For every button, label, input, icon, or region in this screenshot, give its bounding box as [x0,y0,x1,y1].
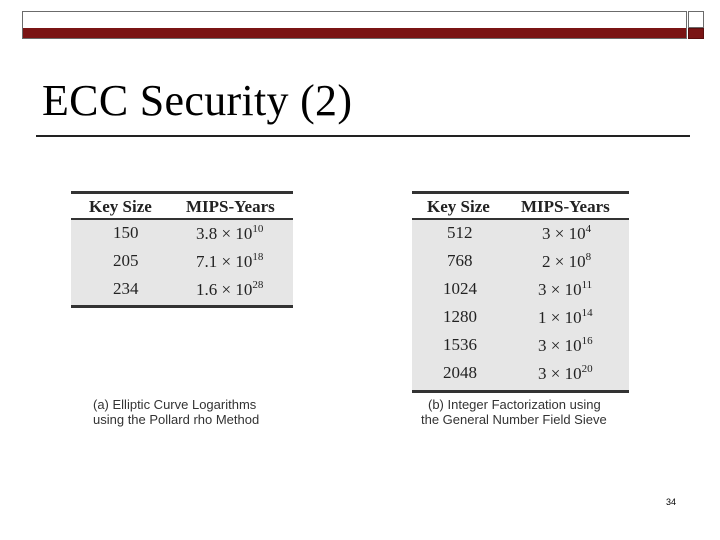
caption-a-line-1: (a) Elliptic Curve Logarithms [93,397,257,412]
top-decoration-bar [22,11,687,40]
mips-base: 3 × 10 [538,336,582,355]
table-row [412,248,629,276]
mips-base: 3 × 10 [538,280,582,299]
mips-years-cell [542,223,591,244]
mips-years-cell [538,307,593,328]
top-bar-stripe [23,28,686,38]
table-elliptic-curve [71,191,293,308]
header-mips-years: MIPS-Years [186,197,275,216]
table-row [71,248,293,276]
header-key-size: Key Size [427,197,490,216]
table-bottom-rule [412,390,629,393]
table-header [71,191,293,220]
mips-years-cell [196,223,263,244]
mips-years-cell [538,363,593,384]
caption-b-line-1: (b) Integer Factorization using [428,397,601,412]
caption-a [93,397,259,427]
mips-exponent: 16 [581,335,593,347]
table-body [71,220,293,305]
slide-title: ECC Security (2) [42,76,353,125]
table-row [71,276,293,304]
mips-exponent: 4 [585,223,592,235]
corner-square-light [688,11,704,28]
key-size-cell: 1024 [443,279,477,298]
mips-years-cell [542,251,591,272]
mips-base: 1 × 10 [538,308,582,327]
key-size-cell: 512 [447,223,473,242]
mips-exponent: 28 [252,279,264,291]
table-row [412,276,629,304]
key-size-cell: 768 [447,251,473,270]
key-size-cell: 205 [113,251,139,270]
mips-exponent: 10 [252,223,264,235]
key-size-cell: 1536 [443,335,477,354]
table-row [71,220,293,248]
table-body [412,220,629,390]
table-row [412,220,629,248]
caption-b [421,397,607,427]
corner-square-dark [688,28,704,39]
table-bottom-rule [71,305,293,308]
header-mips-years: MIPS-Years [521,197,610,216]
table-header [412,191,629,220]
key-size-cell: 2048 [443,363,477,382]
table-integer-factorization [412,191,629,395]
mips-years-cell [196,251,263,272]
header-key-size: Key Size [89,197,152,216]
title-underline [36,135,690,137]
caption-a-line-2: using the Pollard rho Method [93,412,260,427]
table-row [412,332,629,360]
mips-base: 2 × 10 [542,252,586,271]
mips-base: 3.8 × 10 [196,224,253,243]
mips-base: 3 × 10 [538,364,582,383]
mips-exponent: 20 [581,363,593,375]
mips-years-cell [538,279,592,300]
mips-exponent: 11 [581,279,593,291]
mips-base: 3 × 10 [542,224,586,243]
mips-base: 7.1 × 10 [196,252,253,271]
key-size-cell: 234 [113,279,139,298]
key-size-cell: 150 [113,223,139,242]
caption-b-line-2: the General Number Field Sieve [421,412,607,427]
key-size-cell: 1280 [443,307,477,326]
mips-exponent: 8 [585,251,592,263]
mips-years-cell [538,335,593,356]
mips-years-cell [196,279,263,300]
page-number: 34 [666,497,677,507]
mips-exponent: 14 [581,307,593,319]
mips-base: 1.6 × 10 [196,280,253,299]
table-row [412,360,629,388]
table-row [412,304,629,332]
mips-exponent: 18 [252,251,264,263]
